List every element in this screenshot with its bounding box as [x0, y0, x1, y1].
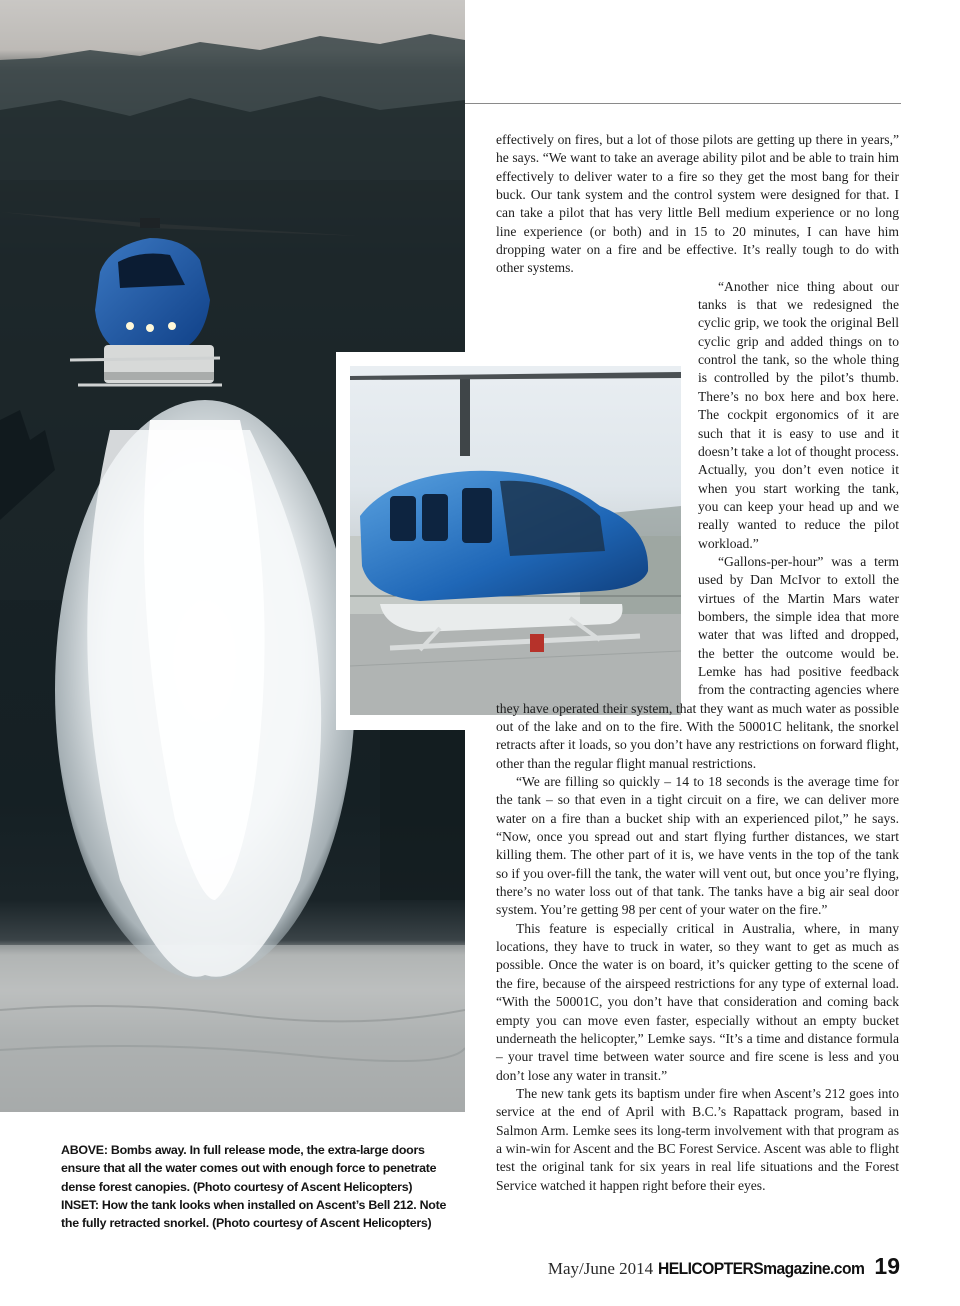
photo-caption [61, 1141, 456, 1232]
magazine-website: HELICOPTERSmagazine.com [658, 1259, 865, 1278]
page-number: 19 [874, 1253, 900, 1279]
issue-date: May/June 2014 [547, 1259, 654, 1278]
page-footer [548, 1253, 900, 1283]
article-paragraph: “We are filling so quickly – 14 to 18 seconds is the average time for the tank – so that even in a tight circuit on a fire, we can deliver more water on a fire than a bucket ship with an experienced pilot,” he says. “Now, once you spread out and start flying further distances, we start killing them. The other part of it is, we have vents in the top of the tank so if you over-fill the tank, the water will vent out, but once you’re flying, there’s no water loss out of that tank. The tanks have a big air seal door system. You’re getting 98 per cent of your water on the fire.” [496, 774, 899, 918]
article-paragraph: This feature is especially critical in Australia, where, in many locations, they have to truck in water, so they want to get as much as possible. Once the water is on board, it’s quicker getting to the scene of the fire, because of the airspeed restrictions for any type of external load. “With the 50001C, you don’t have that consideration and coming back empty you can move even faster, especially without an empty bucket underneath the helicopter,” Lemke says. “It’s a time and distance formula – your travel time between water source and fire scene is less and you don’t lose any water in transit.” [496, 920, 899, 1083]
article-paragraph: The new tank gets its baptism under fire when Ascent’s 212 goes into service at the end of April with B.C.’s Rapattack program, based in Salmon Arm. Lemke sees its long-term involvement with that program as a win-win for Ascent and the BC Forest Service. Ascent was able to flight test the original tank for six years in real life situations and the Forest Service watched it happen right before their eyes. [496, 1085, 899, 1193]
article-body [496, 131, 899, 1195]
top-rule [465, 103, 901, 104]
article-paragraph: “Gallons-per-hour” was a term used by Dan McIvor to extoll the virtues of the Martin Mars water bombers, the simple idea that more water that was lifted and dropped, the better the outcome would be. Lemke has had positive feedback from the contracting agencies where they have operated their system, that they want as much water as possible out of the lake and on to the fire. With the 50001C helitank, the snorkel retracts after it loads, so you don’t have any restrictions on forward flight, other than the regular flight manual restrictions. [496, 553, 899, 771]
article-paragraph [496, 278, 899, 553]
inset-text-wrap-spacer [496, 311, 698, 694]
caption-inset: INSET: How the tank looks when installed on Ascent’s Bell 212. Note the fully retracted snorkel. (Photo courtesy of Ascent Helicopters) [61, 1197, 447, 1231]
caption-above: ABOVE: Bombs away. In full release mode, the extra-large doors ensure that all the water comes out with enough force to penetrate dense forest canopies. (Photo courtesy of Ascent Helicopters) [61, 1143, 437, 1194]
article-paragraph-text: “Another nice thing about our tanks is that we redesigned the cyclic grip, we took the original Bell cyclic grip and added things on to control the tank, so the whole thing is controlled by the pilot’s thumb. There’s no box here and box here. The cockpit ergonomics of it are such that it is easy to use and it doesn’t take a lot of thought process. Actually, you don’t even notice it when you start working the tank, you can keep your head up and we really wanted to reduce the pilot workload.” [698, 278, 899, 551]
article-paragraph: effectively on fires, but a lot of those pilots are getting up there in years,” he says. “We want to take an average ability pilot and be able to train him effectively to deliver water to a fire so they get the most bang for their buck. Our tank system and the control system were designed for that. I can take a pilot that has very little Bell medium experience or no long line experience (or both) and in 15 to 20 minutes, I can have him dropping water on a fire and be effective. It’s really tough to do with other systems. [496, 132, 899, 276]
